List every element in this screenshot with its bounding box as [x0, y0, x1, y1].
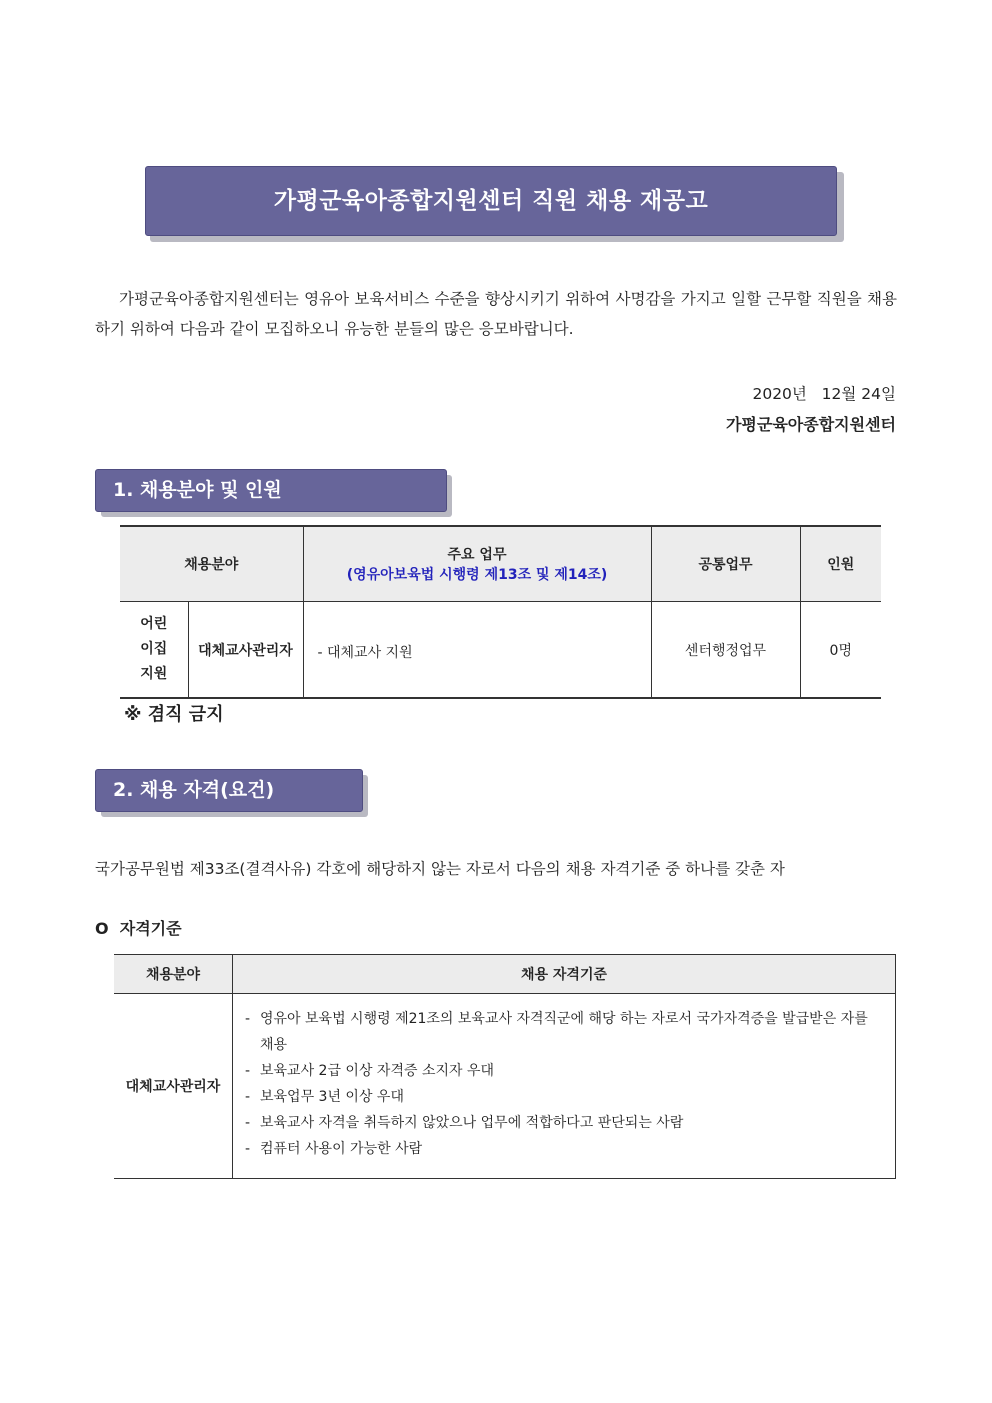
group-cell: [120, 602, 188, 699]
header-duty-label: 주요 업무: [447, 547, 507, 563]
page-title: 가평군육아종합지원센터 직원 채용 재공고: [145, 166, 837, 236]
table-row: [120, 602, 881, 699]
criteria-header-criteria: 채용 자격기준: [233, 955, 896, 994]
header-duty: [303, 526, 651, 602]
organization-name: 가평군육아종합지원센터: [725, 415, 896, 434]
criteria-list-cell: [233, 994, 896, 1179]
criteria-position-cell: 대체교사관리자: [114, 994, 233, 1179]
group-line: 어린: [140, 616, 168, 632]
position-cell: 대체교사관리자: [188, 602, 303, 699]
group-line: 지원: [140, 666, 168, 682]
list-item: - 보육교사 자격을 취득하지 않았으나 업무에 적합하다고 판단되는 사람: [244, 1110, 880, 1136]
list-item: - 컴퓨터 사용이 가능한 사람: [244, 1136, 880, 1162]
table-header-row: [114, 955, 896, 994]
intro-paragraph: [95, 284, 897, 344]
group-line: 이집: [140, 641, 168, 657]
table-row: [114, 994, 896, 1179]
criteria-header-field: 채용분야: [114, 955, 233, 994]
header-field: 채용분야: [120, 526, 303, 602]
common-cell: 센터행정업무: [651, 602, 800, 699]
count-cell: 0명: [800, 602, 881, 699]
concurrent-job-note: ※ 겸직 금지: [124, 704, 224, 725]
criteria-table: [114, 954, 896, 1179]
qualification-text: 국가공무원법 제33조(결격사유) 각호에 해당하지 않는 자로서 다음의 채용 자격기준 중 하나를 갖춘 자: [95, 860, 785, 878]
section1-heading: 1. 채용분야 및 인원: [95, 469, 447, 512]
duty-cell: - 대체교사 지원: [303, 602, 651, 699]
header-count: 인원: [800, 526, 881, 602]
list-item: - 영유아 보육법 시행령 제21조의 보육교사 자격직군에 해당 하는 자로서 국가자격증을 발급받은 자를 채용: [244, 1006, 880, 1058]
list-item: - 보육업무 3년 이상 우대: [244, 1084, 880, 1110]
positions-table: [120, 525, 881, 699]
section2-heading: 2. 채용 자격(요건): [95, 769, 363, 812]
header-common: 공통업무: [651, 526, 800, 602]
table-header-row: [120, 526, 881, 602]
header-duty-note: (영유아보육법 시행령 제13조 및 제14조): [346, 567, 608, 583]
intro-text: 가평군육아종합지원센터는 영유아 보육서비스 수준을 향상시키기 위하여 사명감을 가지고 일할 근무할 직원을 채용하기 위하여 다음과 같이 모집하오니 유능한 분들의 많은 응모바랍니다.: [95, 290, 897, 338]
list-item: - 보육교사 2급 이상 자격증 소지자 우대: [244, 1058, 880, 1084]
announcement-date: 2020년 12월 24일: [752, 385, 896, 403]
criteria-title: O 자격기준: [95, 919, 182, 938]
criteria-list: [234, 1002, 894, 1170]
